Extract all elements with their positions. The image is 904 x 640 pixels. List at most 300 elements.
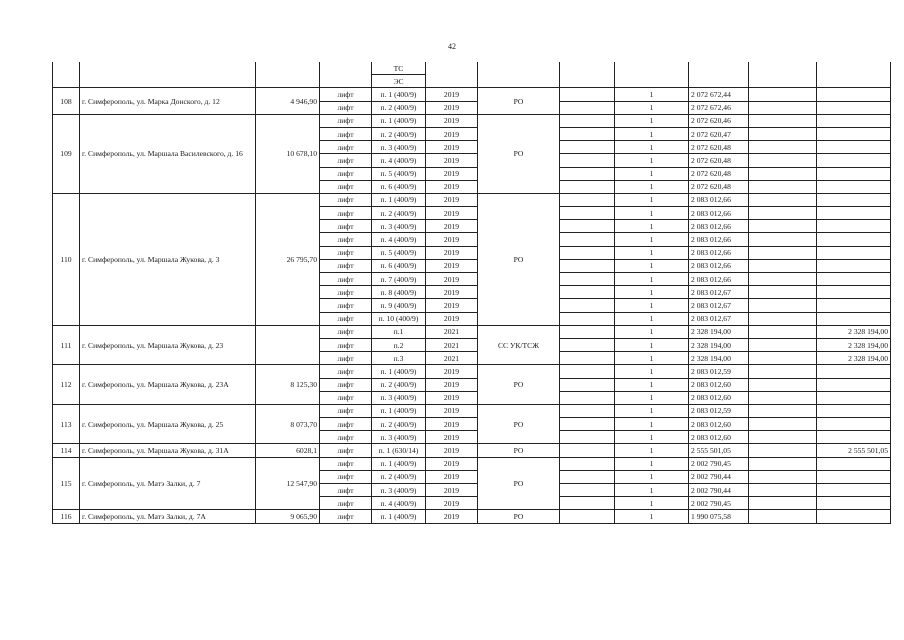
cost-alt-cell: 2 555 501,05 (817, 444, 891, 457)
repair-schedule-table (52, 62, 891, 524)
area-cell (256, 325, 320, 365)
area-cell: 10 678,10 (256, 114, 320, 193)
quantity-cell: 1 (615, 88, 689, 101)
header-cell (749, 62, 817, 88)
funding-type-cell: РО (478, 404, 560, 444)
table-row (53, 457, 891, 470)
element-cell: лифт (320, 325, 372, 338)
cost-cell: 2 328 194,00 (689, 325, 749, 338)
cost-cell: 2 083 012,59 (689, 404, 749, 417)
quantity-cell: 1 (615, 404, 689, 417)
address-cell: г. Симферополь, ул. Маршала Василевского, д. 16 (80, 114, 256, 193)
empty-cell (560, 193, 615, 206)
cost-cell: 2 072 620,48 (689, 167, 749, 180)
cost-cell: 2 083 012,60 (689, 378, 749, 391)
funding-type-cell: РО (478, 457, 560, 510)
empty-cell (560, 233, 615, 246)
cost-alt-cell: 2 328 194,00 (817, 338, 891, 351)
year-cell: 2019 (426, 207, 478, 220)
quantity-cell: 1 (615, 233, 689, 246)
quantity-cell: 1 (615, 101, 689, 114)
element-cell: лифт (320, 418, 372, 431)
row-number: 116 (53, 510, 80, 523)
year-cell: 2019 (426, 141, 478, 154)
cost-alt-cell (817, 180, 891, 193)
cost-alt-cell (817, 101, 891, 114)
row-number: 112 (53, 365, 80, 405)
year-cell: 2019 (426, 233, 478, 246)
year-cell: 2019 (426, 220, 478, 233)
year-cell: 2019 (426, 273, 478, 286)
element-cell: лифт (320, 114, 372, 127)
entrance-cell: п. 4 (400/9) (372, 497, 426, 510)
empty-cell (560, 114, 615, 127)
element-cell: лифт (320, 365, 372, 378)
entrance-cell: п.3 (372, 352, 426, 365)
empty-cell (749, 193, 817, 206)
element-cell: лифт (320, 497, 372, 510)
cost-alt-cell (817, 207, 891, 220)
empty-cell (749, 180, 817, 193)
empty-cell (560, 418, 615, 431)
cost-cell: 2 555 501,05 (689, 444, 749, 457)
row-number: 110 (53, 193, 80, 325)
area-cell: 8 125,30 (256, 365, 320, 405)
entrance-cell: п. 6 (400/9) (372, 259, 426, 272)
empty-cell (560, 259, 615, 272)
element-cell: лифт (320, 510, 372, 523)
header-label-ts: ТС (372, 62, 426, 75)
header-cell (320, 62, 372, 88)
empty-cell (560, 497, 615, 510)
empty-cell (749, 167, 817, 180)
quantity-cell: 1 (615, 352, 689, 365)
table-row (53, 444, 891, 457)
empty-cell (560, 444, 615, 457)
element-cell: лифт (320, 88, 372, 101)
cost-cell: 2 083 012,66 (689, 259, 749, 272)
entrance-cell: п. 2 (400/9) (372, 101, 426, 114)
element-cell: лифт (320, 259, 372, 272)
element-cell: лифт (320, 431, 372, 444)
empty-cell (749, 404, 817, 417)
element-cell: лифт (320, 457, 372, 470)
year-cell: 2019 (426, 114, 478, 127)
header-row-ts (53, 62, 891, 75)
quantity-cell: 1 (615, 273, 689, 286)
area-cell: 6028,1 (256, 444, 320, 457)
cost-cell: 2 072 620,48 (689, 180, 749, 193)
entrance-cell: п. 8 (400/9) (372, 286, 426, 299)
empty-cell (749, 484, 817, 497)
header-label-es: ЭС (372, 75, 426, 88)
cost-alt-cell (817, 510, 891, 523)
element-cell: лифт (320, 180, 372, 193)
cost-alt-cell (817, 470, 891, 483)
cost-cell: 2 083 012,59 (689, 365, 749, 378)
empty-cell (749, 246, 817, 259)
element-cell: лифт (320, 141, 372, 154)
entrance-cell: п. 10 (400/9) (372, 312, 426, 325)
empty-cell (560, 431, 615, 444)
quantity-cell: 1 (615, 141, 689, 154)
quantity-cell: 1 (615, 497, 689, 510)
year-cell: 2019 (426, 391, 478, 404)
empty-cell (560, 312, 615, 325)
header-cell (426, 62, 478, 88)
row-number: 115 (53, 457, 80, 510)
entrance-cell: п. 2 (400/9) (372, 470, 426, 483)
quantity-cell: 1 (615, 220, 689, 233)
empty-cell (749, 444, 817, 457)
header-cell (817, 62, 891, 88)
cost-cell: 2 083 012,67 (689, 312, 749, 325)
area-cell: 9 065,90 (256, 510, 320, 523)
element-cell: лифт (320, 286, 372, 299)
empty-cell (749, 88, 817, 101)
year-cell: 2019 (426, 88, 478, 101)
empty-cell (560, 365, 615, 378)
year-cell: 2019 (426, 418, 478, 431)
cost-alt-cell (817, 246, 891, 259)
entrance-cell: п. 5 (400/9) (372, 167, 426, 180)
area-cell: 26 795,70 (256, 193, 320, 325)
empty-cell (749, 325, 817, 338)
quantity-cell: 1 (615, 286, 689, 299)
element-cell: лифт (320, 470, 372, 483)
quantity-cell: 1 (615, 391, 689, 404)
quantity-cell: 1 (615, 418, 689, 431)
entrance-cell: п.1 (372, 325, 426, 338)
element-cell: лифт (320, 391, 372, 404)
cost-cell: 2 083 012,67 (689, 286, 749, 299)
cost-cell: 2 328 194,00 (689, 338, 749, 351)
empty-cell (560, 286, 615, 299)
element-cell: лифт (320, 101, 372, 114)
cost-cell: 2 002 790,45 (689, 497, 749, 510)
year-cell: 2019 (426, 154, 478, 167)
element-cell: лифт (320, 154, 372, 167)
element-cell: лифт (320, 338, 372, 351)
year-cell: 2019 (426, 431, 478, 444)
cost-alt-cell (817, 193, 891, 206)
cost-cell: 2 002 790,45 (689, 457, 749, 470)
entrance-cell: п. 1 (630/14) (372, 444, 426, 457)
entrance-cell: п. 2 (400/9) (372, 127, 426, 140)
cost-cell: 2 072 620,46 (689, 114, 749, 127)
header-cell (615, 62, 689, 88)
empty-cell (749, 510, 817, 523)
empty-cell (560, 101, 615, 114)
funding-type-cell: РО (478, 510, 560, 523)
year-cell: 2019 (426, 246, 478, 259)
cost-alt-cell (817, 365, 891, 378)
empty-cell (749, 141, 817, 154)
year-cell: 2019 (426, 167, 478, 180)
empty-cell (560, 457, 615, 470)
entrance-cell: п. 4 (400/9) (372, 154, 426, 167)
year-cell: 2019 (426, 312, 478, 325)
funding-type-cell: РО (478, 365, 560, 405)
cost-alt-cell (817, 259, 891, 272)
empty-cell (560, 299, 615, 312)
cost-cell: 2 072 620,48 (689, 154, 749, 167)
entrance-cell: п. 6 (400/9) (372, 180, 426, 193)
area-cell: 12 547,90 (256, 457, 320, 510)
cost-alt-cell (817, 114, 891, 127)
empty-cell (560, 273, 615, 286)
year-cell: 2021 (426, 352, 478, 365)
quantity-cell: 1 (615, 365, 689, 378)
funding-type-cell: СС УК/ТСЖ (478, 325, 560, 365)
cost-alt-cell (817, 378, 891, 391)
row-number: 108 (53, 88, 80, 114)
address-cell: г. Симферополь, ул. Маршала Жукова, д. 23А (80, 365, 256, 405)
cost-cell: 2 083 012,66 (689, 220, 749, 233)
element-cell: лифт (320, 193, 372, 206)
empty-cell (560, 404, 615, 417)
cost-cell: 2 083 012,60 (689, 391, 749, 404)
entrance-cell: п. 2 (400/9) (372, 418, 426, 431)
quantity-cell: 1 (615, 114, 689, 127)
empty-cell (560, 391, 615, 404)
year-cell: 2019 (426, 378, 478, 391)
quantity-cell: 1 (615, 180, 689, 193)
cost-cell: 2 083 012,60 (689, 418, 749, 431)
empty-cell (749, 207, 817, 220)
entrance-cell: п. 9 (400/9) (372, 299, 426, 312)
quantity-cell: 1 (615, 312, 689, 325)
year-cell: 2021 (426, 325, 478, 338)
entrance-cell: п. 2 (400/9) (372, 378, 426, 391)
year-cell: 2019 (426, 180, 478, 193)
address-cell: г. Симферополь, ул. Маршала Жукова, д. 31А (80, 444, 256, 457)
quantity-cell: 1 (615, 127, 689, 140)
empty-cell (560, 180, 615, 193)
empty-cell (560, 510, 615, 523)
cost-alt-cell (817, 88, 891, 101)
year-cell: 2019 (426, 457, 478, 470)
entrance-cell: п. 4 (400/9) (372, 233, 426, 246)
entrance-cell: п. 7 (400/9) (372, 273, 426, 286)
empty-cell (560, 141, 615, 154)
empty-cell (560, 167, 615, 180)
table-row (53, 404, 891, 417)
empty-cell (560, 325, 615, 338)
header-cell (80, 62, 256, 88)
empty-cell (560, 154, 615, 167)
area-cell: 4 946,90 (256, 88, 320, 114)
quantity-cell: 1 (615, 510, 689, 523)
cost-cell: 2 072 620,47 (689, 127, 749, 140)
year-cell: 2019 (426, 510, 478, 523)
cost-cell: 2 083 012,67 (689, 299, 749, 312)
year-cell: 2019 (426, 299, 478, 312)
table-row (53, 114, 891, 127)
cost-cell: 2 328 194,00 (689, 352, 749, 365)
empty-cell (749, 418, 817, 431)
empty-cell (749, 154, 817, 167)
entrance-cell: п. 1 (400/9) (372, 114, 426, 127)
cost-cell: 2 072 672,44 (689, 88, 749, 101)
row-number: 111 (53, 325, 80, 365)
cost-alt-cell (817, 312, 891, 325)
cost-alt-cell (817, 233, 891, 246)
empty-cell (749, 220, 817, 233)
address-cell: г. Симферополь, ул. Матэ Залки, д. 7А (80, 510, 256, 523)
cost-alt-cell (817, 273, 891, 286)
entrance-cell: п. 1 (400/9) (372, 457, 426, 470)
address-cell: г. Симферополь, ул. Маршала Жукова, д. 25 (80, 404, 256, 444)
cost-alt-cell (817, 286, 891, 299)
year-cell: 2019 (426, 470, 478, 483)
cost-cell: 2 083 012,60 (689, 431, 749, 444)
empty-cell (749, 391, 817, 404)
cost-cell: 2 002 790,44 (689, 470, 749, 483)
empty-cell (560, 220, 615, 233)
table-row (53, 88, 891, 101)
entrance-cell: п.2 (372, 338, 426, 351)
entrance-cell: п. 3 (400/9) (372, 141, 426, 154)
cost-alt-cell (817, 497, 891, 510)
funding-type-cell: РО (478, 193, 560, 325)
header-cell (53, 62, 80, 88)
year-cell: 2019 (426, 127, 478, 140)
empty-cell (560, 484, 615, 497)
cost-alt-cell: 2 328 194,00 (817, 325, 891, 338)
entrance-cell: п. 1 (400/9) (372, 365, 426, 378)
entrance-cell: п. 1 (400/9) (372, 510, 426, 523)
year-cell: 2019 (426, 444, 478, 457)
quantity-cell: 1 (615, 484, 689, 497)
empty-cell (749, 497, 817, 510)
cost-alt-cell (817, 418, 891, 431)
entrance-cell: п. 3 (400/9) (372, 220, 426, 233)
element-cell: лифт (320, 352, 372, 365)
address-cell: г. Симферополь, ул. Марка Донского, д. 12 (80, 88, 256, 114)
year-cell: 2019 (426, 193, 478, 206)
funding-type-cell: РО (478, 114, 560, 193)
funding-type-cell: РО (478, 444, 560, 457)
page-number: 42 (448, 42, 456, 51)
cost-alt-cell (817, 127, 891, 140)
entrance-cell: п. 3 (400/9) (372, 431, 426, 444)
header-cell (689, 62, 749, 88)
cost-cell: 2 072 672,46 (689, 101, 749, 114)
year-cell: 2019 (426, 286, 478, 299)
header-cell (478, 62, 560, 88)
entrance-cell: п. 2 (400/9) (372, 207, 426, 220)
empty-cell (749, 233, 817, 246)
quantity-cell: 1 (615, 167, 689, 180)
empty-cell (749, 352, 817, 365)
quantity-cell: 1 (615, 246, 689, 259)
cost-alt-cell (817, 484, 891, 497)
quantity-cell: 1 (615, 444, 689, 457)
entrance-cell: п. 5 (400/9) (372, 246, 426, 259)
year-cell: 2019 (426, 404, 478, 417)
element-cell: лифт (320, 220, 372, 233)
quantity-cell: 1 (615, 259, 689, 272)
row-number: 114 (53, 444, 80, 457)
entrance-cell: п. 1 (400/9) (372, 404, 426, 417)
cost-cell: 2 002 790,44 (689, 484, 749, 497)
element-cell: лифт (320, 444, 372, 457)
year-cell: 2019 (426, 484, 478, 497)
empty-cell (560, 352, 615, 365)
empty-cell (749, 286, 817, 299)
year-cell: 2019 (426, 259, 478, 272)
element-cell: лифт (320, 246, 372, 259)
table-row (53, 510, 891, 523)
cost-alt-cell: 2 328 194,00 (817, 352, 891, 365)
table-row (53, 193, 891, 206)
empty-cell (749, 101, 817, 114)
row-number: 109 (53, 114, 80, 193)
cost-cell: 2 083 012,66 (689, 246, 749, 259)
row-number: 113 (53, 404, 80, 444)
funding-type-cell: РО (478, 88, 560, 114)
cost-alt-cell (817, 299, 891, 312)
cost-cell: 2 083 012,66 (689, 233, 749, 246)
header-cell (560, 62, 615, 88)
quantity-cell: 1 (615, 299, 689, 312)
element-cell: лифт (320, 127, 372, 140)
entrance-cell: п. 3 (400/9) (372, 391, 426, 404)
quantity-cell: 1 (615, 470, 689, 483)
element-cell: лифт (320, 207, 372, 220)
cost-cell: 2 083 012,66 (689, 207, 749, 220)
year-cell: 2021 (426, 338, 478, 351)
cost-cell: 1 990 075,58 (689, 510, 749, 523)
empty-cell (560, 338, 615, 351)
table-row (53, 365, 891, 378)
empty-cell (749, 273, 817, 286)
element-cell: лифт (320, 167, 372, 180)
empty-cell (749, 470, 817, 483)
element-cell: лифт (320, 484, 372, 497)
empty-cell (749, 431, 817, 444)
cost-cell: 2 072 620,48 (689, 141, 749, 154)
year-cell: 2019 (426, 365, 478, 378)
entrance-cell: п. 1 (400/9) (372, 88, 426, 101)
cost-alt-cell (817, 431, 891, 444)
element-cell: лифт (320, 404, 372, 417)
empty-cell (749, 299, 817, 312)
empty-cell (560, 207, 615, 220)
quantity-cell: 1 (615, 338, 689, 351)
cost-alt-cell (817, 391, 891, 404)
area-cell: 8 073,70 (256, 404, 320, 444)
cost-alt-cell (817, 457, 891, 470)
element-cell: лифт (320, 299, 372, 312)
empty-cell (560, 88, 615, 101)
empty-cell (749, 365, 817, 378)
empty-cell (749, 127, 817, 140)
quantity-cell: 1 (615, 378, 689, 391)
address-cell: г. Симферополь, ул. Маршала Жукова, д. 23 (80, 325, 256, 365)
empty-cell (560, 246, 615, 259)
quantity-cell: 1 (615, 154, 689, 167)
table-row (53, 325, 891, 338)
year-cell: 2019 (426, 101, 478, 114)
header-cell (256, 62, 320, 88)
empty-cell (749, 114, 817, 127)
empty-cell (560, 127, 615, 140)
empty-cell (560, 470, 615, 483)
quantity-cell: 1 (615, 207, 689, 220)
empty-cell (749, 338, 817, 351)
